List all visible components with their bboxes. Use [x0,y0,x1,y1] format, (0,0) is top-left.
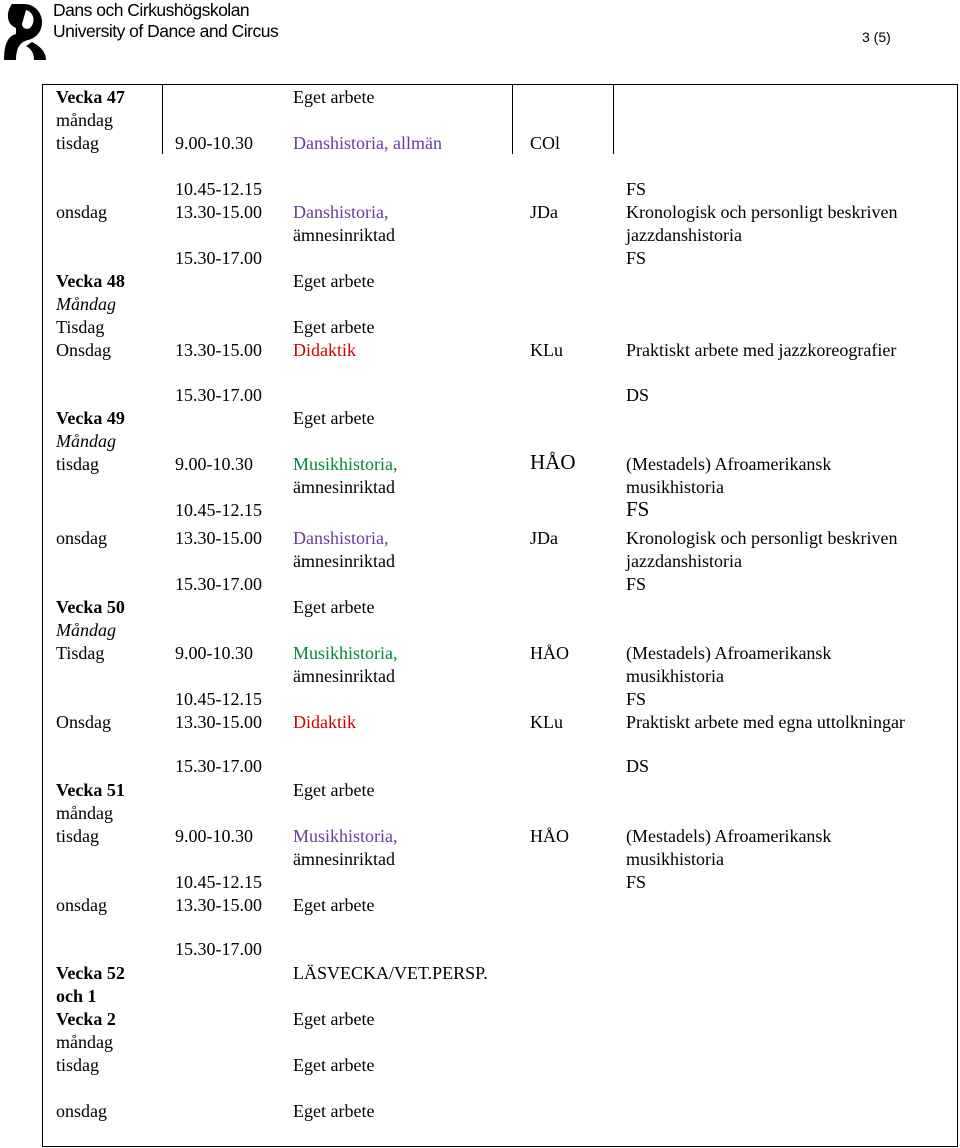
teacher-code: DS [626,385,650,405]
teacher: HÅO [530,826,569,846]
week-label: Vecka 50 [56,597,125,617]
page-number: 3 (5) [862,29,891,45]
description: musikhistoria [626,849,724,869]
day-label: onsdag [56,1101,107,1121]
time: 13.30-15.00 [175,202,262,222]
description: musikhistoria [626,477,724,497]
time: 13.30-15.00 [175,340,262,360]
teacher: JDa [530,202,558,222]
school-logo-icon [2,2,48,60]
time: 10.45-12.15 [175,689,262,709]
time: 9.00-10.30 [175,133,253,153]
day-label: Måndag [56,620,116,640]
description: Kronologisk och personligt beskriven [626,202,898,222]
activity: Eget arbete [293,317,375,337]
teacher-code: DS [626,756,650,776]
description: (Mestadels) Afroamerikansk [626,454,832,474]
description: (Mestadels) Afroamerikansk [626,643,832,663]
time: 10.45-12.15 [175,872,262,892]
activity: Eget arbete [293,1055,375,1075]
column-divider [613,84,614,154]
teacher-code: FS [626,689,647,709]
course: Didaktik [293,712,356,732]
time: 15.30-17.00 [175,756,262,776]
teacher: JDa [530,528,558,548]
course-detail: ämnesinriktad [293,225,395,245]
description: jazzdanshistoria [626,225,742,245]
time: 15.30-17.00 [175,385,262,405]
day-label: måndag [56,803,113,823]
course-detail: ämnesinriktad [293,477,395,497]
week-label: Vecka 47 [56,87,125,107]
week-label: Vecka 51 [56,780,125,800]
description: jazzdanshistoria [626,551,742,571]
teacher: HÅO [530,450,576,474]
organization-name [53,0,278,42]
activity: LÄSVECKA/VET.PERSP. [293,963,488,983]
course-detail: ämnesinriktad [293,849,395,869]
activity: Eget arbete [293,271,375,291]
teacher-code: FS [626,497,650,521]
description: Kronologisk och personligt beskriven [626,528,898,548]
time: 10.45-12.15 [175,500,262,520]
course-detail: ämnesinriktad [293,551,395,571]
time: 15.30-17.00 [175,939,262,959]
activity: Eget arbete [293,780,375,800]
day-label: måndag [56,1032,113,1052]
week-label: Vecka 52 [56,963,125,983]
day-label: tisdag [56,133,99,153]
course: Didaktik [293,340,356,360]
teacher: COl [530,133,561,153]
activity: Eget arbete [293,408,375,428]
column-divider [162,84,163,154]
day-label: onsdag [56,528,107,548]
time: 13.30-15.00 [175,528,262,548]
time: 13.30-15.00 [175,895,262,915]
teacher-code: FS [626,872,647,892]
activity: Eget arbete [293,1101,375,1121]
organization-name-english: University of Dance and Circus [53,21,279,41]
day-label: tisdag [56,454,99,474]
day-label: Onsdag [56,712,111,732]
schedule-table [42,84,958,1147]
day-label: Måndag [56,431,116,451]
organization-name-swedish: Dans och Cirkushögskolan [53,0,250,20]
course: Danshistoria, allmän [293,133,442,153]
description: Praktiskt arbete med egna uttolkningar [626,712,905,732]
teacher: HÅO [530,643,569,663]
week-label: Vecka 2 [56,1009,116,1029]
time: 10.45-12.15 [175,179,262,199]
column-divider [512,84,513,154]
activity: Eget arbete [293,1009,375,1029]
time: 9.00-10.30 [175,454,253,474]
course: Musikhistoria, [293,643,398,663]
day-label: Måndag [56,294,116,314]
description: (Mestadels) Afroamerikansk [626,826,832,846]
time: 15.30-17.00 [175,574,262,594]
day-label: onsdag [56,202,107,222]
activity: Eget arbete [293,87,375,107]
day-label: Tisdag [56,643,105,663]
activity: Eget arbete [293,597,375,617]
course: Danshistoria, [293,202,389,222]
course: Danshistoria, [293,528,389,548]
day-label: måndag [56,110,113,130]
teacher-code: FS [626,179,647,199]
description: musikhistoria [626,666,724,686]
time: 9.00-10.30 [175,643,253,663]
course: Musikhistoria, [293,454,398,474]
activity: Eget arbete [293,895,375,915]
time: 9.00-10.30 [175,826,253,846]
time: 13.30-15.00 [175,712,262,732]
description: Praktiskt arbete med jazzkoreografier [626,340,897,360]
course: Musikhistoria, [293,826,398,846]
week-label: Vecka 48 [56,271,125,291]
teacher: KLu [530,712,563,732]
day-label: onsdag [56,895,107,915]
day-label: tisdag [56,1055,99,1075]
day-label: Tisdag [56,317,105,337]
day-label: Onsdag [56,340,111,360]
week-label: och 1 [56,986,97,1006]
time: 15.30-17.00 [175,248,262,268]
week-label: Vecka 49 [56,408,125,428]
teacher: KLu [530,340,563,360]
teacher-code: FS [626,248,647,268]
course-detail: ämnesinriktad [293,666,395,686]
day-label: tisdag [56,826,99,846]
teacher-code: FS [626,574,647,594]
